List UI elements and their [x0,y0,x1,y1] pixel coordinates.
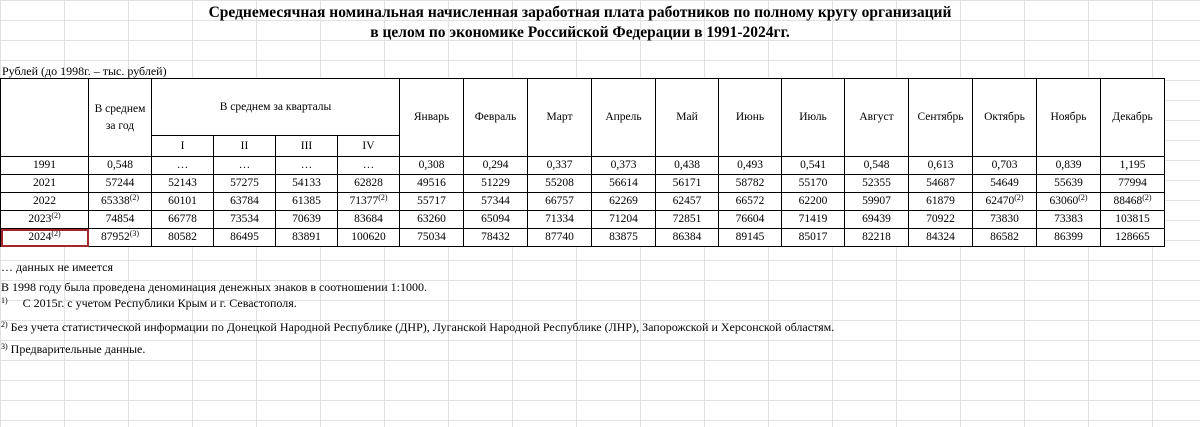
table-row [1,175,1165,193]
month-cell-value: 0,703 [991,159,1018,171]
month-cell-value: 0,308 [418,159,445,171]
month-cell[interactable] [464,175,528,193]
month-cell[interactable] [464,157,528,175]
table-row [1,157,1165,175]
month-cell[interactable] [592,229,656,247]
month-cell[interactable] [909,193,973,211]
footnote-1-mark: 1) [1,296,8,305]
month-cell[interactable] [1037,229,1101,247]
year-cell-value: 1991 [33,159,56,171]
month-cell-value: 86399 [1054,231,1083,243]
month-cell-value: 49516 [417,177,446,189]
quarter-cell[interactable] [152,157,214,175]
no-data-note: … данных не имеется [1,260,113,274]
month-cell-value: 63060 [1049,195,1079,207]
year-cell-value: 2023 [28,213,52,225]
month-cell-value: 83875 [609,231,638,243]
month-header-nov[interactable]: Ноябрь [1037,79,1101,157]
month-cell[interactable] [464,193,528,211]
month-header-apr[interactable]: Апрель [592,79,656,157]
month-cell-value: 72851 [672,213,702,225]
month-cell-value: 0,839 [1055,159,1082,171]
quarter-cell-value: 71377 [349,195,379,207]
month-cell-value: 54687 [926,177,955,189]
month-cell-value: 86384 [672,231,702,243]
month-cell[interactable] [592,175,656,193]
month-cell[interactable] [656,229,719,247]
month-cell[interactable] [973,193,1037,211]
quarter-cell[interactable] [338,211,400,229]
quarter-cell-value: … [362,159,375,171]
quarter-cell-value: 60101 [168,195,197,207]
month-cell[interactable] [528,229,592,247]
quarter-cell[interactable] [214,229,276,247]
month-cell-value: 128665 [1115,231,1150,243]
quarter-cell[interactable] [338,157,400,175]
quarter-cell[interactable] [276,193,338,211]
quarter-cell-value: 83684 [354,213,383,225]
month-cell-value: 0,613 [927,159,954,171]
month-cell-value: 0,294 [482,159,509,171]
month-cell[interactable] [528,175,592,193]
denomination-note: В 1998 году была проведена деноминация денежных знаков в соотношении 1:1000. [1,280,427,294]
month-cell-value: 55208 [545,177,574,189]
month-cell[interactable] [656,193,719,211]
month-header-jun[interactable]: Июнь [719,79,782,157]
month-cell-value: 69439 [862,213,891,225]
quarter-cell-value: 54133 [292,177,321,189]
month-cell-value: 73383 [1054,213,1083,225]
month-cell-value: 65094 [481,213,510,225]
month-cell-value: 55170 [798,177,828,189]
month-cell-value: 66572 [735,195,765,207]
avg-year-cell-footnote-mark: (3) [129,229,140,238]
quarter-cell[interactable] [152,193,214,211]
table-title [0,3,1160,43]
avg-year-cell[interactable] [89,193,152,211]
month-header-dec[interactable]: Декабрь [1101,79,1165,157]
quarter-header-4[interactable]: IV [338,136,400,157]
month-header-mar[interactable]: Март [528,79,592,157]
quarter-cell[interactable] [214,157,276,175]
month-cell-value: 56614 [609,177,638,189]
month-cell-value: 62470 [985,195,1015,207]
quarter-cell[interactable] [276,229,338,247]
month-cell[interactable] [782,211,845,229]
month-cell-value: 71204 [609,213,638,225]
month-cell[interactable] [1037,211,1101,229]
quarter-header-2[interactable]: II [214,136,276,157]
avg-year-cell-value: 0,548 [107,159,133,171]
footnote-2-mark: 2) [1,320,8,329]
month-cell[interactable] [719,211,782,229]
month-cell[interactable] [400,229,464,247]
quarter-cell[interactable] [338,193,400,211]
avg-year-cell-value: 65338 [100,195,130,207]
month-cell-value: 71334 [545,213,574,225]
month-cell-value: 78432 [481,231,510,243]
quarter-cell-value: 86495 [230,231,259,243]
month-cell-value: 0,373 [610,159,637,171]
month-cell[interactable] [400,175,464,193]
month-cell[interactable] [1101,211,1165,229]
month-cell[interactable] [528,211,592,229]
month-cell[interactable] [719,157,782,175]
footnote-3 [1,342,145,357]
month-cell[interactable] [719,229,782,247]
footnote-2-text: Без учета статистической информации по Донецкой Народной Республике (ДНР), Луганской Народной Республике (ЛНР), Запорожской и Херсонской областям. [10,320,835,334]
month-cell-value: 55639 [1054,177,1083,189]
month-cell[interactable] [1037,193,1101,211]
salary-table [0,78,1165,247]
year-cell[interactable] [1,157,89,175]
month-cell-footnote-mark: (2) [1078,193,1088,202]
month-cell-value: 66757 [545,195,574,207]
month-cell-value: 61879 [926,195,955,207]
month-cell[interactable] [1101,193,1165,211]
month-cell[interactable] [464,229,528,247]
month-cell-value: 73830 [990,213,1019,225]
quarter-cell-value: … [176,159,189,171]
avg-year-cell-value: 57244 [105,177,135,189]
month-cell-value: 71419 [798,213,828,225]
avg-year-cell[interactable] [89,229,152,247]
quarter-cell[interactable] [214,211,276,229]
avg-year-cell[interactable] [89,157,152,175]
footnote-2 [1,320,834,335]
avg-year-header[interactable]: В среднем за год [89,79,152,157]
month-header-may[interactable]: Май [656,79,719,157]
month-cell[interactable] [1101,229,1165,247]
year-cell-footnote-mark: (2) [51,229,61,238]
footnote-3-text: Предварительные данные. [10,342,146,356]
title-line-1: Среднемесячная номинальная начисленная заработная плата работников по полному кругу организаций [208,4,952,21]
month-cell-value: 0,548 [863,159,890,171]
table-row [1,211,1165,229]
month-cell[interactable] [909,175,973,193]
month-cell-value: 89145 [735,231,765,243]
month-cell[interactable] [592,193,656,211]
month-cell[interactable] [400,157,464,175]
month-cell[interactable] [528,193,592,211]
month-cell[interactable] [464,211,528,229]
month-cell[interactable] [592,157,656,175]
quarter-cell[interactable] [152,175,214,193]
month-cell[interactable] [845,211,909,229]
month-cell-footnote-mark: (2) [1014,193,1024,202]
quarter-cell-value: 100620 [351,231,386,243]
month-cell-value: 0,337 [546,159,573,171]
month-cell[interactable] [719,193,782,211]
month-cell-value: 56171 [672,177,702,189]
month-cell[interactable] [656,175,719,193]
month-cell-value: 86582 [990,231,1019,243]
avg-year-cell-value: 87952 [100,231,130,243]
month-header-feb[interactable]: Февраль [464,79,528,157]
month-cell[interactable] [973,229,1037,247]
month-cell-value: 59907 [862,195,891,207]
month-cell[interactable] [909,157,973,175]
month-cell-value: 82218 [862,231,891,243]
month-cell-value: 62269 [609,195,638,207]
year-header[interactable] [1,79,89,157]
year-cell[interactable] [1,193,89,211]
quarter-cell-value: 73534 [230,213,259,225]
month-cell[interactable] [1037,175,1101,193]
month-cell-value: 87740 [545,231,574,243]
avg-year-cell[interactable] [89,175,152,193]
month-cell-value: 63260 [417,213,446,225]
footnote-1-text: С 2015г. с учетом Республики Крым и г. Севастополя. [22,296,297,310]
quarter-cell[interactable] [152,211,214,229]
month-cell[interactable] [1101,175,1165,193]
month-cell-value: 54649 [990,177,1019,189]
year-cell-footnote-mark: (2) [51,211,61,220]
month-cell[interactable] [782,175,845,193]
quarter-cell-value: 66778 [168,213,197,225]
month-cell-value: 84324 [926,231,955,243]
month-cell-value: 70922 [926,213,955,225]
quarter-cell-value: 80582 [168,231,197,243]
month-cell-value: 88468 [1113,195,1143,207]
table-row [1,229,1165,247]
quarter-cell-value: … [300,159,313,171]
month-cell-footnote-mark: (2) [1142,193,1152,202]
month-cell[interactable] [528,157,592,175]
avg-year-cell[interactable] [89,211,152,229]
quarter-cell[interactable] [152,229,214,247]
month-cell[interactable] [845,157,909,175]
quarter-cell-value: 63784 [230,195,259,207]
year-cell-value: 2022 [33,195,56,207]
month-header-sep[interactable]: Сентябрь [909,79,973,157]
quarter-cell[interactable] [276,157,338,175]
month-cell-value: 52355 [862,177,891,189]
avg-year-cell-footnote-mark: (2) [129,193,140,202]
month-header-oct[interactable]: Октябрь [973,79,1037,157]
avg-quarters-header[interactable]: В среднем за кварталы [152,79,400,136]
title-line-2: в целом по экономике Российской Федерации в 1991-2024гг. [370,24,790,41]
month-cell[interactable] [782,193,845,211]
quarter-cell[interactable] [276,175,338,193]
year-cell[interactable] [1,175,89,193]
month-header-jul[interactable]: Июль [782,79,845,157]
year-cell[interactable] [1,211,89,229]
year-cell[interactable] [1,229,89,247]
month-cell-value: 51229 [481,177,510,189]
year-cell-value: 2021 [33,177,56,189]
month-cell[interactable] [973,211,1037,229]
month-cell[interactable] [909,211,973,229]
month-cell-value: 103815 [1115,213,1150,225]
quarter-cell[interactable] [214,175,276,193]
month-cell-value: 1,195 [1119,159,1146,171]
month-cell-value: 62200 [798,195,828,207]
units-label: Рублей (до 1998г. – тыс. рублей) [2,64,167,78]
month-cell[interactable] [1037,157,1101,175]
month-header-aug[interactable]: Август [845,79,909,157]
month-cell[interactable] [656,211,719,229]
quarter-cell-value: 83891 [292,231,321,243]
quarter-cell-footnote-mark: (2) [378,193,388,202]
month-cell[interactable] [845,229,909,247]
quarter-cell-value: … [238,159,251,171]
month-cell[interactable] [1101,157,1165,175]
table-row [1,193,1165,211]
quarter-cell-value: 61385 [292,195,321,207]
quarter-cell-value: 57275 [230,177,259,189]
month-cell[interactable] [782,229,845,247]
quarter-cell-value: 70639 [292,213,321,225]
month-header-jan[interactable]: Январь [400,79,464,157]
month-cell[interactable] [845,175,909,193]
quarter-cell[interactable] [338,175,400,193]
month-cell[interactable] [400,211,464,229]
footnote-3-mark: 3) [1,342,8,351]
quarter-header-3[interactable]: III [276,136,338,157]
month-cell-value: 62457 [672,195,702,207]
month-cell[interactable] [845,193,909,211]
month-cell-value: 57344 [481,195,510,207]
month-cell-value: 0,438 [674,159,700,171]
quarter-cell-value: 52143 [168,177,197,189]
month-cell-value: 77994 [1118,177,1147,189]
month-cell-value: 85017 [798,231,828,243]
month-cell-value: 0,493 [737,159,763,171]
month-cell[interactable] [973,175,1037,193]
month-cell[interactable] [719,175,782,193]
quarter-cell[interactable] [276,211,338,229]
month-cell-value: 75034 [417,231,446,243]
month-cell[interactable] [592,211,656,229]
month-cell-value: 58782 [735,177,765,189]
month-cell[interactable] [656,157,719,175]
quarter-cell[interactable] [214,193,276,211]
month-cell-value: 76604 [735,213,765,225]
month-cell-value: 55717 [417,195,446,207]
header-row [1,79,1165,136]
quarter-header-1[interactable]: I [152,136,214,157]
month-cell[interactable] [782,157,845,175]
footnote-1 [1,296,297,311]
avg-year-cell-value: 74854 [105,213,135,225]
quarter-cell-value: 62828 [354,177,383,189]
month-cell[interactable] [973,157,1037,175]
month-cell[interactable] [909,229,973,247]
month-cell[interactable] [400,193,464,211]
year-cell-value: 2024 [28,231,52,243]
quarter-cell[interactable] [338,229,400,247]
month-cell-value: 0,541 [800,159,826,171]
